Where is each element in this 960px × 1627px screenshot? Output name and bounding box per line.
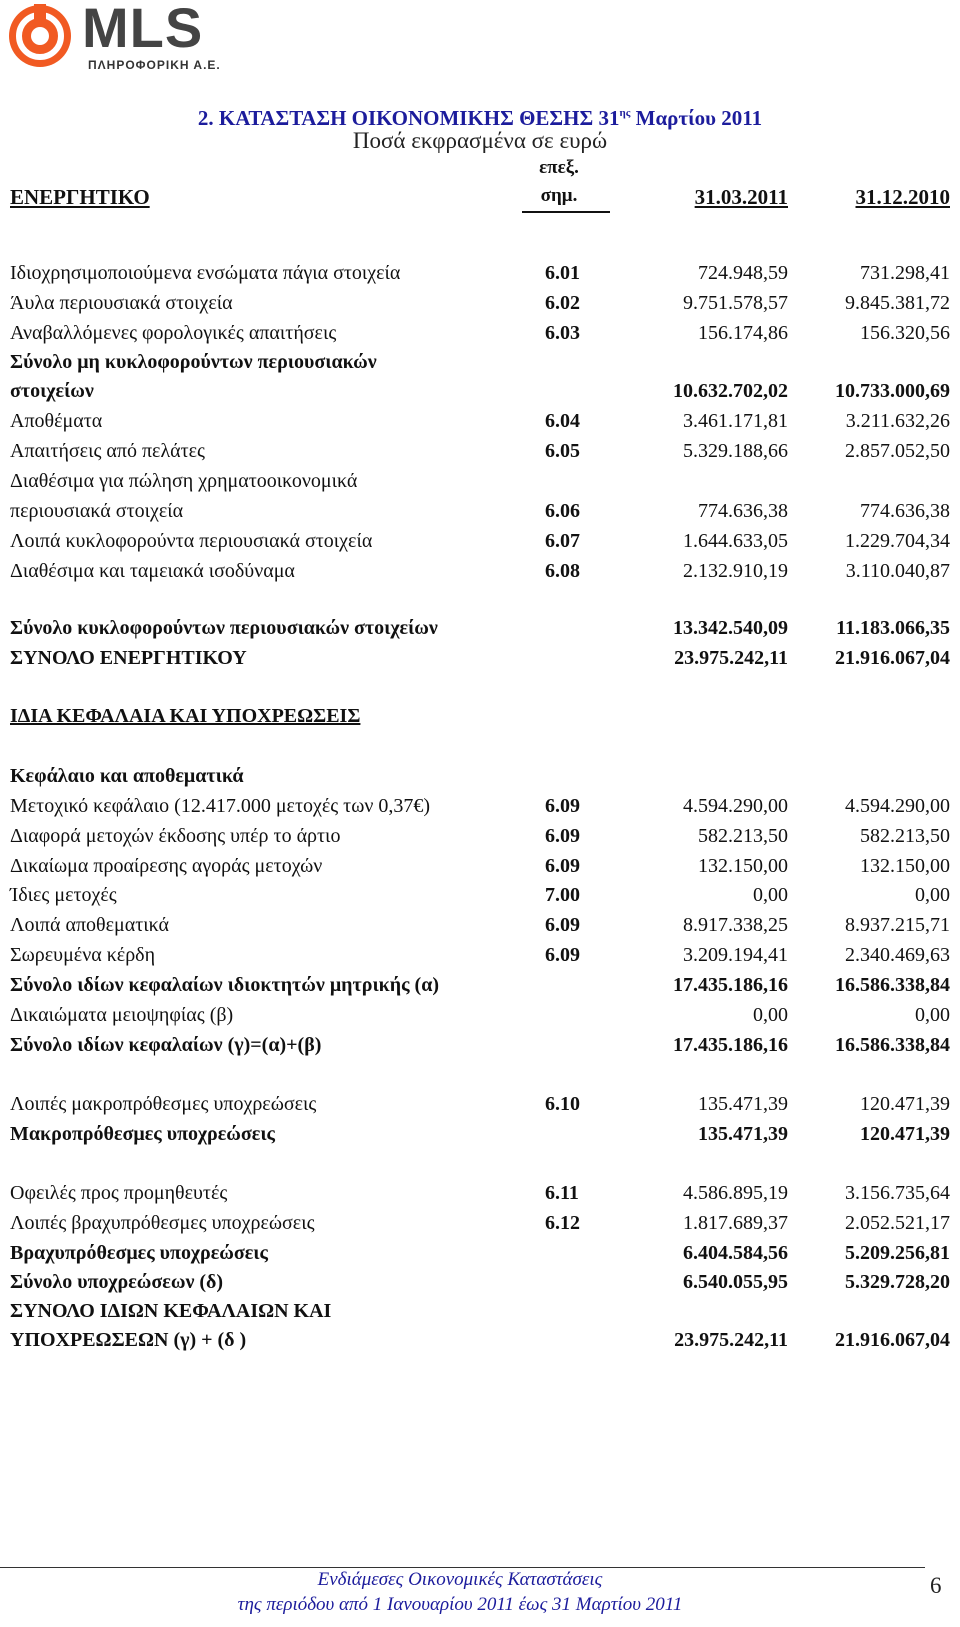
row-label: Δικαιώματα μειοψηφίας (β) xyxy=(10,1004,234,1026)
row-value-2011: 17.435.186,16 xyxy=(673,974,788,996)
row-value-2010: 10.733.000,69 xyxy=(835,380,950,402)
table-row xyxy=(0,1030,960,1060)
row-note: 6.12 xyxy=(545,1212,580,1234)
page-title: 2. ΚΑΤΑΣΤΑΣΗ ΟΙΚΟΝΟΜΙΚΗΣ ΘΕΣΗΣ $31^{\eta\varsigma}$ Μαρτίου 2011 xyxy=(197,106,763,130)
row-label: Σύνολο ιδίων κεφαλαίων (γ)=(α)+(β) xyxy=(10,1034,322,1056)
column-heading-2010: 31.12.2010 xyxy=(855,185,950,209)
row-value-2010: 3.110.040,87 xyxy=(845,560,950,582)
table-row xyxy=(0,376,960,406)
row-value-2010: 120.471,39 xyxy=(860,1093,950,1115)
row-note: 6.06 xyxy=(545,500,580,522)
row-value-2010: 0,00 xyxy=(915,884,950,906)
row-value-2011: 135.471,39 xyxy=(698,1123,788,1145)
row-label: Μακροπρόθεσμες υποχρεώσεις xyxy=(10,1123,275,1145)
row-value-2010: 2.052.521,17 xyxy=(845,1212,950,1234)
note-heading-underline xyxy=(522,211,610,213)
capital-reserves-heading: Κεφάλαιο και αποθεματικά xyxy=(10,765,244,787)
row-note: 6.01 xyxy=(545,262,580,284)
row-value-2011: 3.209.194,41 xyxy=(683,944,788,966)
table-row xyxy=(0,466,960,496)
row-value-2011: 23.975.242,11 xyxy=(674,1329,788,1351)
table-row xyxy=(0,613,960,643)
table-row xyxy=(0,643,960,673)
table-row xyxy=(0,821,960,851)
row-note: 6.07 xyxy=(545,530,580,552)
row-value-2010: 5.329.728,20 xyxy=(845,1271,950,1293)
note-column-heading: επεξ. σημ. xyxy=(539,157,579,206)
table-row xyxy=(0,347,960,377)
row-value-2011: 724.948,59 xyxy=(698,262,788,284)
table-row xyxy=(0,1208,960,1238)
table-row xyxy=(0,1000,960,1030)
row-value-2010: 731.298,41 xyxy=(860,262,950,284)
table-row xyxy=(0,1089,960,1119)
row-label: Σωρευμένα κέρδη xyxy=(10,944,156,966)
row-value-2010: 120.471,39 xyxy=(860,1123,950,1145)
row-label: ΥΠΟΧΡΕΩΣΕΩΝ (γ) + (δ ) xyxy=(10,1329,247,1351)
row-note: 6.09 xyxy=(545,825,580,847)
table-row xyxy=(0,526,960,556)
table-row xyxy=(0,1119,960,1149)
row-label: Αποθέματα xyxy=(10,410,103,432)
row-value-2011: 0,00 xyxy=(753,1004,788,1026)
row-value-2010: 16.586.338,84 xyxy=(835,1034,950,1056)
row-note: 6.09 xyxy=(545,795,580,817)
row-value-2010: 21.916.067,04 xyxy=(835,647,950,669)
row-label: Διαφορά μετοχών έκδοσης υπέρ το άρτιο xyxy=(10,825,341,847)
row-note: 6.11 xyxy=(545,1182,579,1204)
footer-title: Ενδιάμεσες Οικονομικές Καταστάσεις xyxy=(317,1569,603,1590)
row-value-2011: 156.174,86 xyxy=(698,322,788,344)
row-note: 6.05 xyxy=(545,440,580,462)
row-label: Ίδιες μετοχές xyxy=(10,884,117,906)
table-row xyxy=(0,406,960,436)
row-value-2010: 16.586.338,84 xyxy=(835,974,950,996)
table-row xyxy=(0,940,960,970)
row-label: Δικαίωμα προαίρεσης αγοράς μετοχών xyxy=(10,855,323,877)
page-subtitle: Ποσά εκφρασμένα σε ευρώ xyxy=(352,128,608,153)
row-value-2011: 8.917.338,25 xyxy=(683,914,788,936)
row-value-2010: 132.150,00 xyxy=(860,855,950,877)
row-label: Οφειλές προς προμηθευτές xyxy=(10,1182,228,1204)
row-value-2011: 3.461.171,81 xyxy=(683,410,788,432)
row-note: 6.09 xyxy=(545,914,580,936)
row-value-2011: 0,00 xyxy=(753,884,788,906)
row-label: Λοιπές βραχυπρόθεσμες υποχρεώσεις xyxy=(10,1212,315,1234)
row-value-2011: 10.632.702,02 xyxy=(673,380,788,402)
footer-period: της περιόδου από 1 Ιανουαρίου 2011 έως 31 Μαρτίου 2011 xyxy=(237,1594,683,1615)
row-value-2011: 6.404.584,56 xyxy=(683,1242,788,1264)
row-label: στοιχείων xyxy=(10,380,94,402)
table-row xyxy=(0,851,960,881)
table-row xyxy=(0,556,960,586)
row-note: 6.09 xyxy=(545,855,580,877)
row-label: περιουσιακά στοιχεία xyxy=(10,500,184,522)
row-value-2011: 1.817.689,37 xyxy=(683,1212,788,1234)
row-label: Σύνολο ιδίων κεφαλαίων ιδιοκτητών μητρικής (α) xyxy=(10,974,440,996)
row-label: Λοιπά κυκλοφορούντα περιουσιακά στοιχεία xyxy=(10,530,373,552)
logo-subtitle: ΠΛΗΡΟΦΟΡΙΚΗ Α.Ε. xyxy=(88,58,221,72)
row-note: 6.04 xyxy=(545,410,580,432)
table-row xyxy=(0,318,960,348)
row-value-2010: 8.937.215,71 xyxy=(845,914,950,936)
row-label: Διαθέσιμα για πώληση χρηματοοικονομικά xyxy=(10,470,358,492)
row-label: ΣΥΝΟΛΟ ΙΔΙΩΝ ΚΕΦΑΛΑΙΩΝ ΚΑΙ xyxy=(10,1300,332,1322)
row-note: 6.10 xyxy=(545,1093,580,1115)
row-label: ΣΥΝΟΛΟ ΕΝΕΡΓΗΤΙΚΟΥ xyxy=(10,647,247,669)
row-value-2010: 11.183.066,35 xyxy=(836,617,950,639)
table-row xyxy=(0,1296,960,1326)
row-value-2011: 2.132.910,19 xyxy=(683,560,788,582)
table-row xyxy=(0,1238,960,1268)
row-value-2011: 132.150,00 xyxy=(698,855,788,877)
row-value-2010: 3.211.632,26 xyxy=(845,410,950,432)
table-row xyxy=(0,1178,960,1208)
row-value-2010: 0,00 xyxy=(915,1004,950,1026)
row-value-2011: 1.644.633,05 xyxy=(683,530,788,552)
row-value-2011: 5.329.188,66 xyxy=(683,440,788,462)
row-value-2011: 23.975.242,11 xyxy=(674,647,788,669)
row-value-2010: 21.916.067,04 xyxy=(835,1329,950,1351)
row-label: Λοιπά αποθεματικά xyxy=(10,914,170,936)
row-label: Μετοχικό κεφάλαιο (12.417.000 μετοχές των 0,37€) xyxy=(10,795,431,817)
row-note: 6.03 xyxy=(545,322,580,344)
table-row xyxy=(0,970,960,1000)
row-value-2010: 2.857.052,50 xyxy=(845,440,950,462)
row-value-2011: 4.594.290,00 xyxy=(683,795,788,817)
row-value-2011: 135.471,39 xyxy=(698,1093,788,1115)
row-value-2010: 582.213,50 xyxy=(860,825,950,847)
table-row xyxy=(0,880,960,910)
row-note: 6.02 xyxy=(545,292,580,314)
row-value-2010: 1.229.704,34 xyxy=(845,530,950,552)
row-value-2010: 2.340.469,63 xyxy=(845,944,950,966)
company-logo xyxy=(8,0,238,72)
row-note: 7.00 xyxy=(545,884,580,906)
equity-liabilities-heading: ΙΔΙΑ ΚΕΦΑΛΑΙΑ ΚΑΙ ΥΠΟΧΡΕΩΣΕΙΣ xyxy=(10,705,361,727)
row-value-2010: 5.209.256,81 xyxy=(845,1242,950,1264)
row-value-2010: 3.156.735,64 xyxy=(845,1182,950,1204)
table-row xyxy=(0,258,960,288)
row-note: 6.09 xyxy=(545,944,580,966)
row-label: Αναβαλλόμενες φορολογικές απαιτήσεις xyxy=(10,322,337,344)
row-value-2011: 17.435.186,16 xyxy=(673,1034,788,1056)
row-value-2010: 774.636,38 xyxy=(860,500,950,522)
logo-wordmark: MLS xyxy=(82,0,204,59)
row-label: Βραχυπρόθεσμες υποχρεώσεις xyxy=(10,1242,268,1264)
row-value-2011: 13.342.540,09 xyxy=(673,617,788,639)
row-label: Σύνολο υποχρεώσεων (δ) xyxy=(10,1271,224,1293)
row-value-2010: 9.845.381,72 xyxy=(845,292,950,314)
table-row xyxy=(0,791,960,821)
table-row xyxy=(0,910,960,940)
table-row xyxy=(0,288,960,318)
row-note: 6.08 xyxy=(545,560,580,582)
table-row xyxy=(0,1325,960,1355)
row-label: Απαιτήσεις από πελάτες xyxy=(10,440,205,462)
table-row xyxy=(0,436,960,466)
row-label: Λοιπές μακροπρόθεσμες υποχρεώσεις xyxy=(10,1093,317,1115)
row-value-2010: 156.320,56 xyxy=(860,322,950,344)
table-row xyxy=(0,1267,960,1297)
row-label: Σύνολο μη κυκλοφορούντων περιουσιακών xyxy=(10,351,377,373)
mls-logo-mark-icon xyxy=(8,4,72,68)
assets-section-heading: ΕΝΕΡΓΗΤΙΚΟ xyxy=(10,185,150,209)
row-label: Ιδιοχρησιμοποιούμενα ενσώματα πάγια στοιχεία xyxy=(10,262,401,284)
table-row xyxy=(0,496,960,526)
row-label: Άυλα περιουσιακά στοιχεία xyxy=(10,292,233,314)
row-value-2011: 4.586.895,19 xyxy=(683,1182,788,1204)
row-value-2011: 9.751.578,57 xyxy=(683,292,788,314)
row-label: Σύνολο κυκλοφορούντων περιουσιακών στοιχείων xyxy=(10,617,438,639)
column-heading-2011: 31.03.2011 xyxy=(694,185,788,209)
row-value-2011: 774.636,38 xyxy=(698,500,788,522)
page-number: 6 xyxy=(930,1573,942,1598)
row-value-2010: 4.594.290,00 xyxy=(845,795,950,817)
row-value-2011: 6.540.055,95 xyxy=(683,1271,788,1293)
row-label: Διαθέσιμα και ταμειακά ισοδύναμα xyxy=(10,560,295,582)
row-value-2011: 582.213,50 xyxy=(698,825,788,847)
